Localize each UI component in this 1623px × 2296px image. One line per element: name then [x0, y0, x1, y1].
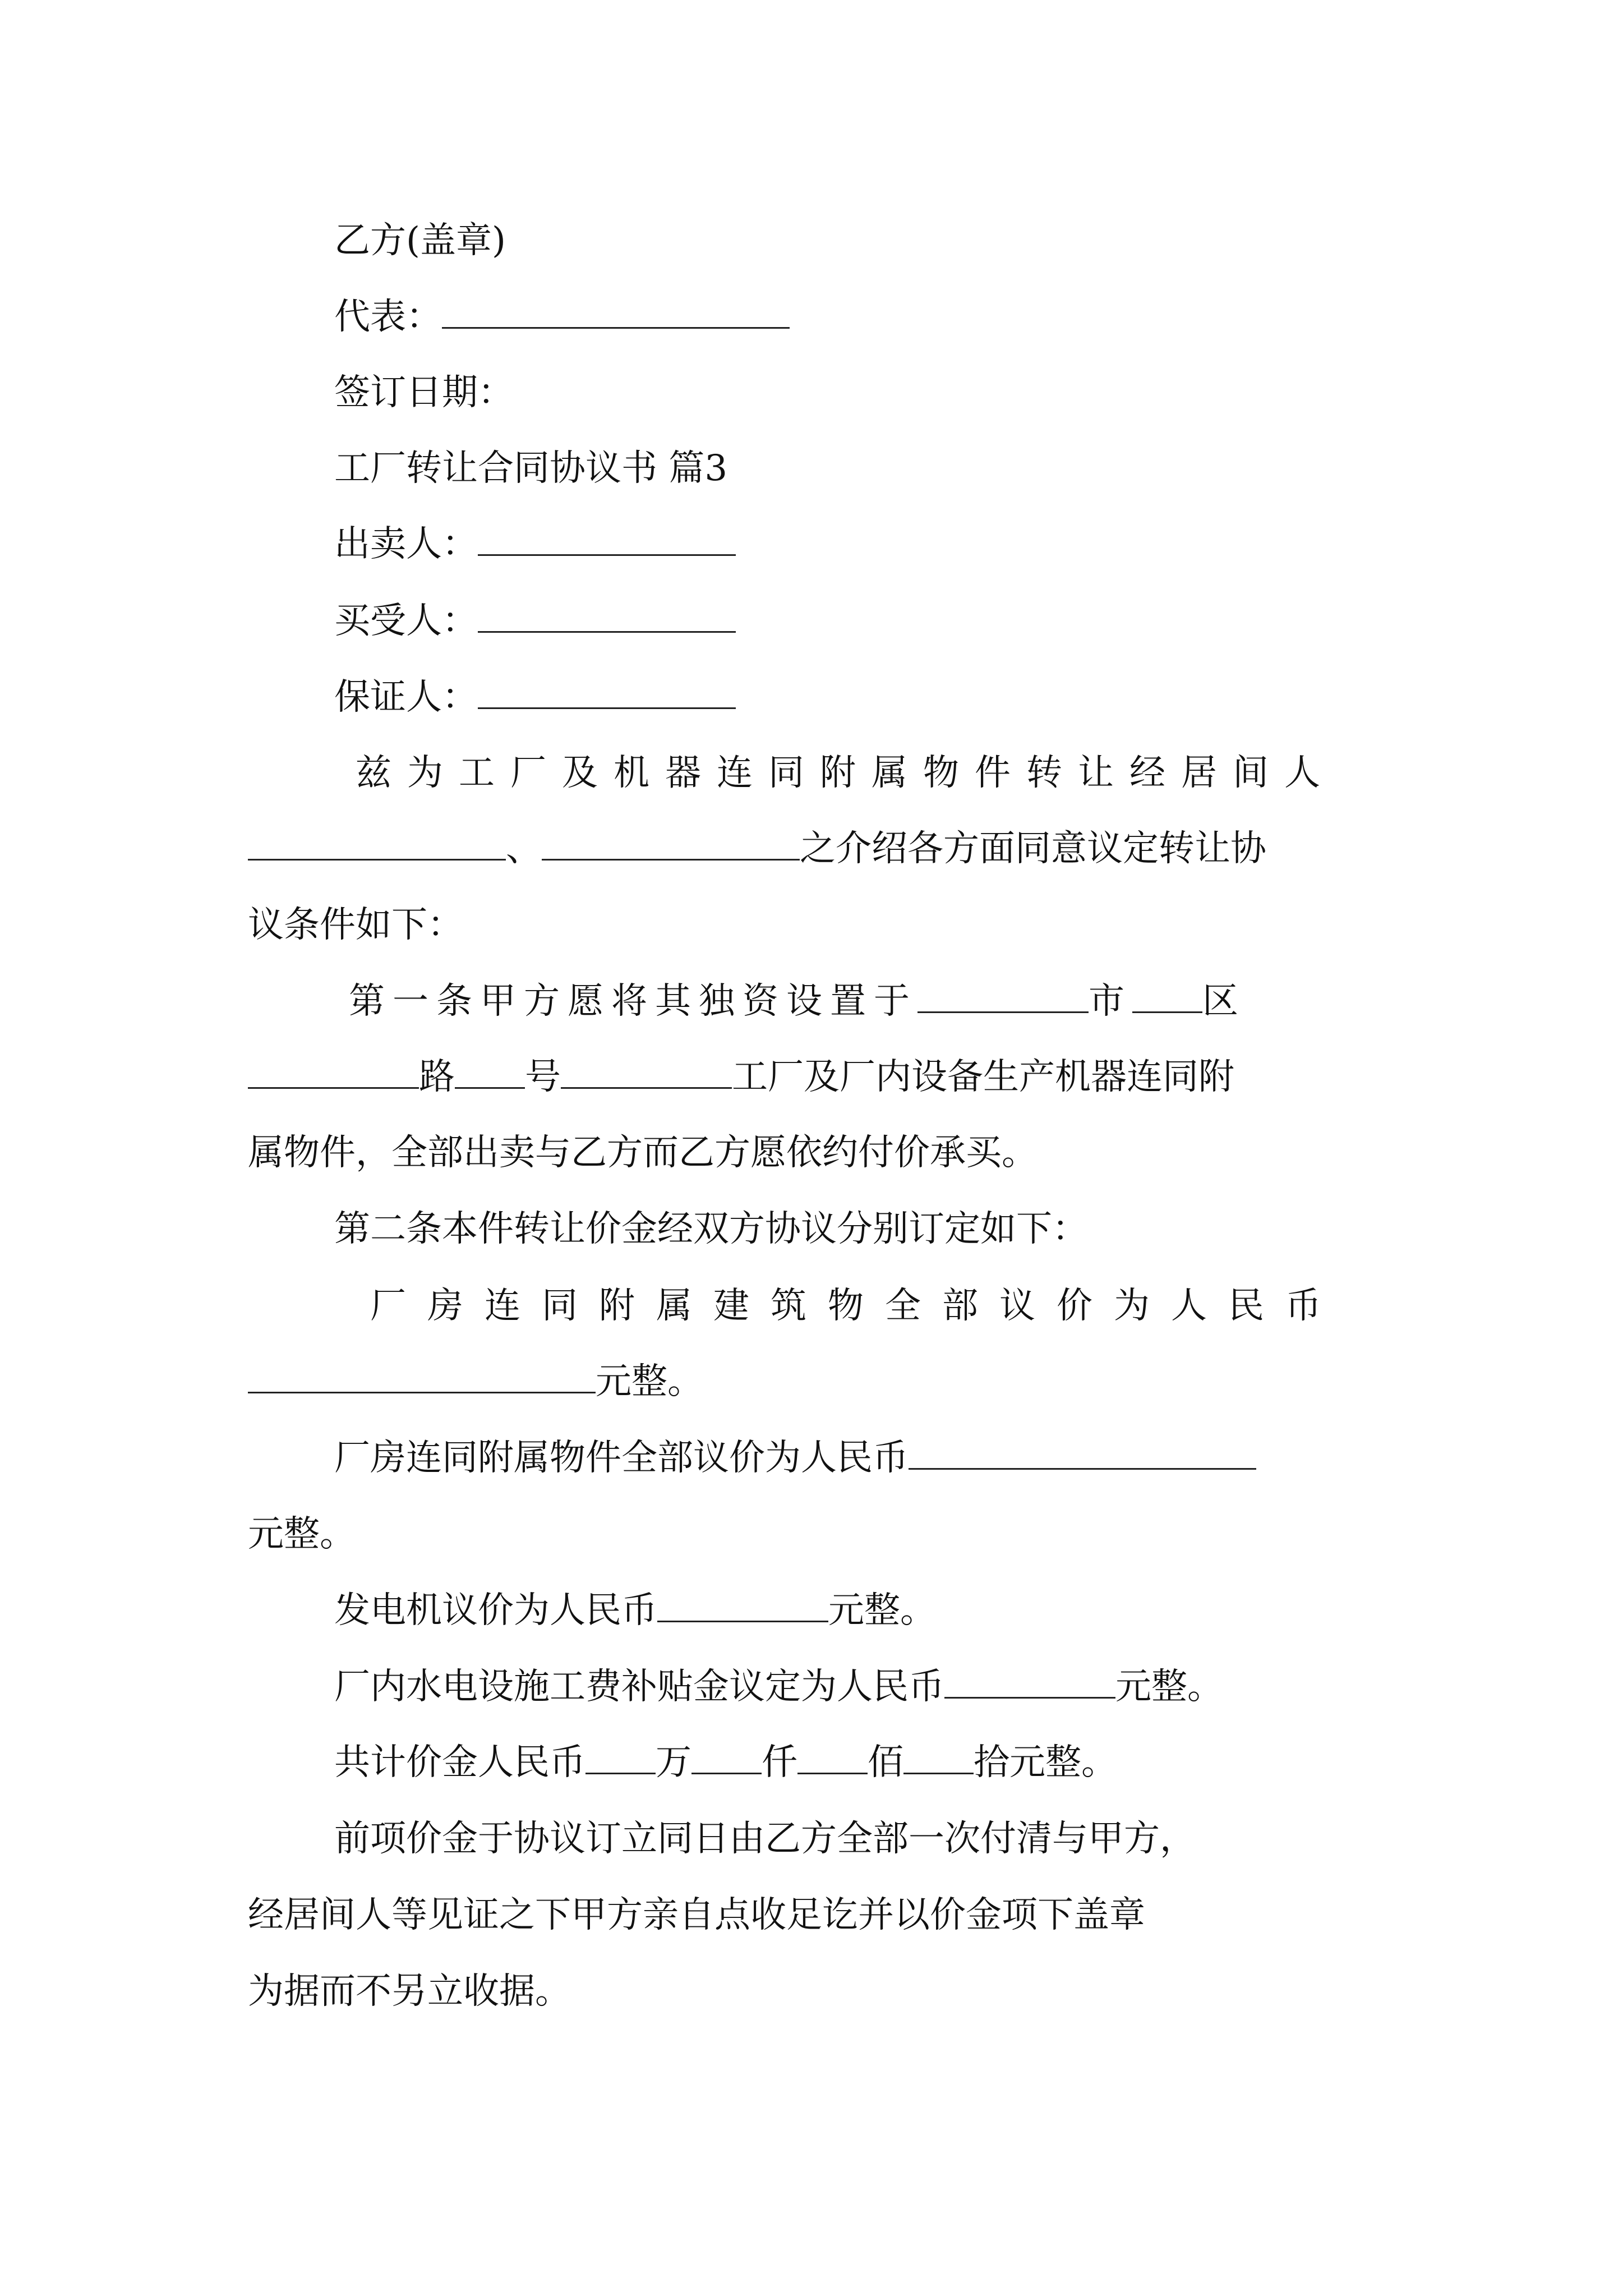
- price-generator-unit: 元整。: [828, 1590, 936, 1631]
- buyer-line: [334, 596, 736, 646]
- representative-line: [334, 292, 790, 342]
- price-buildings-unit: 元整。: [596, 1361, 703, 1402]
- price-generator-text: 发电机议价为人民币: [334, 1590, 657, 1631]
- factory-name-blank: [561, 1053, 732, 1089]
- intro-text-1: 兹为工厂及机器连同附属物件转让经居间人: [356, 752, 1336, 794]
- article-1-text-1: 第一条甲方愿将其独资设置于: [349, 981, 917, 1022]
- qian-blank: [691, 1739, 762, 1774]
- price-fixtures-unit: 元整。: [248, 1513, 356, 1555]
- wan-label: 万: [656, 1742, 691, 1783]
- intro-paragraph-line-2: [248, 823, 1266, 874]
- section-title: [334, 443, 727, 494]
- guarantor-label: 保证人：: [334, 677, 478, 718]
- price-utilities-line: [334, 1662, 1223, 1712]
- intro-text-2: 之介绍各方面同意议定转让协: [800, 828, 1266, 869]
- price-utilities-text: 厂内水电设施工费补贴金议定为人民币: [334, 1666, 944, 1708]
- section-title-text: 工厂转让合同协议书 篇3: [334, 448, 728, 489]
- payment-line-2: [248, 1890, 1145, 1940]
- bai-label: 佰: [868, 1742, 903, 1783]
- price-utilities-blank: [944, 1663, 1115, 1699]
- shi-blank: [903, 1739, 974, 1774]
- broker-blank-1: [248, 825, 506, 861]
- road-label: 路: [419, 1056, 455, 1098]
- article-1-line-2: [248, 1052, 1234, 1102]
- representative-blank: [442, 293, 790, 329]
- seller-label: 出卖人：: [334, 523, 478, 565]
- price-fixtures-blank: [909, 1434, 1256, 1470]
- district-blank: [1132, 978, 1202, 1013]
- district-label: 区: [1202, 981, 1246, 1022]
- intro-text-3: 议条件如下：: [248, 904, 463, 946]
- qian-label: 仟: [762, 1742, 797, 1783]
- representative-label: 代表：: [334, 296, 442, 338]
- article-1-text-2: 工厂及厂内设备生产机器连同附: [732, 1056, 1234, 1098]
- article-2-line: [334, 1204, 1088, 1254]
- seller-blank: [478, 521, 736, 556]
- shi-label: 拾元整。: [974, 1742, 1117, 1783]
- number-blank: [455, 1053, 525, 1089]
- road-blank: [248, 1053, 419, 1089]
- city-label: 市: [1089, 981, 1132, 1022]
- seller-line: [334, 519, 736, 569]
- price-buildings-text: 厂房连同附属建筑物全部议价为人民币: [370, 1285, 1343, 1327]
- article-1-line-1: [349, 976, 1246, 1027]
- guarantor-blank: [478, 674, 736, 709]
- sign-date-label: 签订日期：: [334, 372, 514, 413]
- wan-blank: [585, 1739, 656, 1774]
- payment-line-1: [334, 1814, 1196, 1864]
- price-generator-line: [334, 1585, 936, 1636]
- buyer-label: 买受人：: [334, 600, 478, 642]
- price-generator-blank: [657, 1587, 828, 1622]
- intro-separator: 、: [506, 828, 542, 869]
- payment-text-3: 为据而不另立收据。: [248, 1971, 571, 2012]
- payment-text-2: 经居间人等见证之下甲方亲自点收足讫并以价金项下盖章: [248, 1894, 1145, 1936]
- broker-blank-2: [542, 825, 800, 861]
- party-b-seal-label: 乙方(盖章): [334, 220, 506, 261]
- price-fixtures-text: 厂房连同附属物件全部议价为人民币: [334, 1437, 909, 1479]
- bai-blank: [797, 1739, 868, 1774]
- payment-line-3: [248, 1966, 571, 2017]
- article-2-text: 第二条本件转让价金经双方协议分别订定如下：: [334, 1208, 1088, 1250]
- party-b-seal-line: [334, 215, 506, 266]
- payment-text-1: 前项价金于协议订立同日由乙方全部一次付清与甲方，: [334, 1818, 1196, 1860]
- price-utilities-unit: 元整。: [1115, 1666, 1223, 1708]
- price-fixtures-line-2: [248, 1509, 356, 1559]
- intro-paragraph-line-1: [356, 748, 1385, 798]
- intro-paragraph-line-3: [248, 900, 463, 950]
- guarantor-line: [334, 672, 736, 723]
- buyer-blank: [478, 597, 736, 633]
- number-label: 号: [525, 1056, 561, 1098]
- city-blank: [917, 978, 1089, 1013]
- sign-date-line: [334, 367, 514, 418]
- article-1-line-3: [248, 1128, 1038, 1178]
- price-buildings-line-1: [370, 1281, 1343, 1331]
- total-price-text: 共计价金人民币: [334, 1742, 585, 1783]
- total-price-line: [334, 1737, 1117, 1788]
- price-buildings-line-2: [248, 1356, 703, 1407]
- price-fixtures-line-1: [334, 1433, 1256, 1483]
- price-buildings-blank: [248, 1358, 596, 1393]
- article-1-text-3: 属物件，全部出卖与乙方而乙方愿依约付价承买。: [248, 1132, 1038, 1174]
